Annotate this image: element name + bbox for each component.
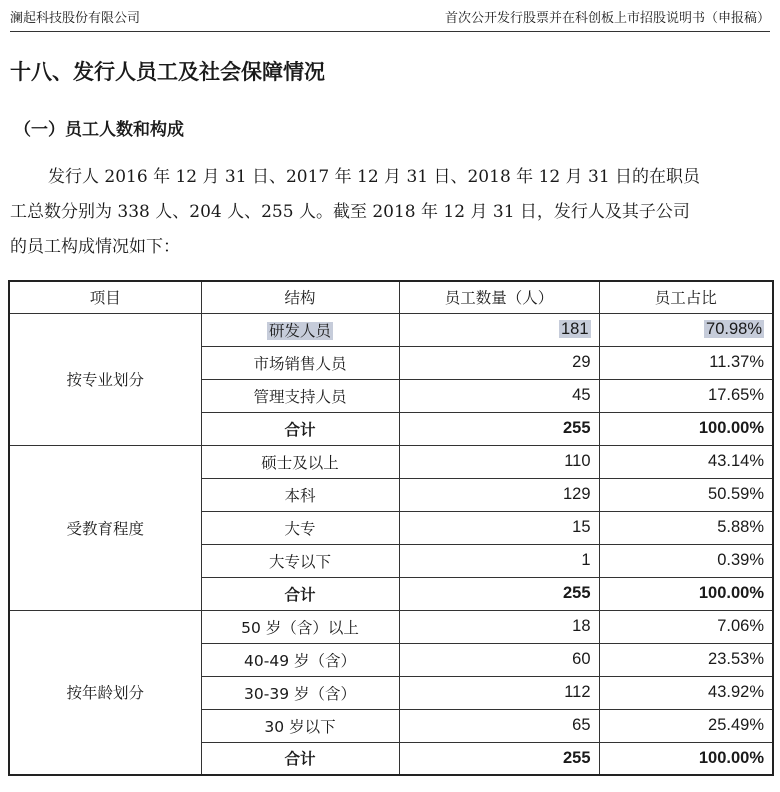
ratio-cell: 7.06% — [599, 610, 773, 643]
ratio-cell: 11.37% — [599, 346, 773, 379]
table-header-row — [9, 281, 773, 313]
ratio-cell: 50.59% — [599, 478, 773, 511]
subsection-title: （一）员工人数和构成 — [14, 120, 184, 140]
header-count: 员工数量（人） — [399, 281, 599, 313]
structure-cell: 市场销售人员 — [201, 346, 399, 379]
intro-paragraph — [10, 160, 768, 265]
structure-cell: 硕士及以上 — [201, 445, 399, 478]
count-cell: 45 — [399, 379, 599, 412]
count-cell: 112 — [399, 676, 599, 709]
ratio-cell: 17.65% — [599, 379, 773, 412]
count-cell: 60 — [399, 643, 599, 676]
structure-cell: 合计 — [201, 742, 399, 775]
structure-cell: 40-49 岁（含） — [201, 643, 399, 676]
ratio-cell: 0.39% — [599, 544, 773, 577]
count-cell: 1 — [399, 544, 599, 577]
paragraph-line: 工总数分别为 338 人、204 人、255 人。截至 2018 年 12 月 31 日，发行人及其子公司 — [10, 202, 690, 222]
count-cell: 65 — [399, 709, 599, 742]
header-structure: 结构 — [201, 281, 399, 313]
paragraph-line: 发行人 2016 年 12 月 31 日、2017 年 12 月 31 日、2018 年 12 月 31 日的在职员 — [48, 167, 701, 187]
category-cell: 按专业划分 — [9, 313, 201, 445]
header-company-name: 澜起科技股份有限公司 — [10, 11, 141, 26]
count-cell: 110 — [399, 445, 599, 478]
count-cell: 29 — [399, 346, 599, 379]
ratio-cell: 43.92% — [599, 676, 773, 709]
ratio-cell: 100.00% — [599, 577, 773, 610]
count-cell: 255 — [399, 412, 599, 445]
header-document-title: 首次公开发行股票并在科创板上市招股说明书（申报稿） — [444, 11, 770, 26]
category-cell: 受教育程度 — [9, 445, 201, 610]
section-title: 十八、发行人员工及社会保障情况 — [10, 60, 325, 84]
employee-composition-table — [8, 280, 774, 776]
structure-cell: 30 岁以下 — [201, 709, 399, 742]
count-cell: 129 — [399, 478, 599, 511]
count-cell — [399, 313, 599, 346]
structure-cell: 30-39 岁（含） — [201, 676, 399, 709]
ratio-cell: 5.88% — [599, 511, 773, 544]
header-item: 项目 — [9, 281, 201, 313]
count-cell: 15 — [399, 511, 599, 544]
structure-cell: 合计 — [201, 412, 399, 445]
count-cell: 18 — [399, 610, 599, 643]
highlighted-text: 70.98% — [706, 320, 762, 338]
structure-cell: 本科 — [201, 478, 399, 511]
ratio-cell: 100.00% — [599, 742, 773, 775]
ratio-cell: 25.49% — [599, 709, 773, 742]
page-header — [10, 0, 770, 32]
ratio-cell — [599, 313, 773, 346]
highlighted-text: 181 — [560, 320, 589, 338]
count-cell: 255 — [399, 577, 599, 610]
category-cell: 按年龄划分 — [9, 610, 201, 775]
paragraph-line: 的员工构成情况如下： — [10, 237, 180, 257]
highlighted-text: 研发人员 — [268, 321, 331, 340]
table-row — [9, 610, 773, 643]
count-cell: 255 — [399, 742, 599, 775]
structure-cell: 大专以下 — [201, 544, 399, 577]
ratio-cell: 100.00% — [599, 412, 773, 445]
structure-cell — [201, 313, 399, 346]
structure-cell: 50 岁（含）以上 — [201, 610, 399, 643]
header-ratio: 员工占比 — [599, 281, 773, 313]
structure-cell: 大专 — [201, 511, 399, 544]
ratio-cell: 23.53% — [599, 643, 773, 676]
structure-cell: 管理支持人员 — [201, 379, 399, 412]
structure-cell: 合计 — [201, 577, 399, 610]
ratio-cell: 43.14% — [599, 445, 773, 478]
table-row — [9, 313, 773, 346]
table-row — [9, 445, 773, 478]
